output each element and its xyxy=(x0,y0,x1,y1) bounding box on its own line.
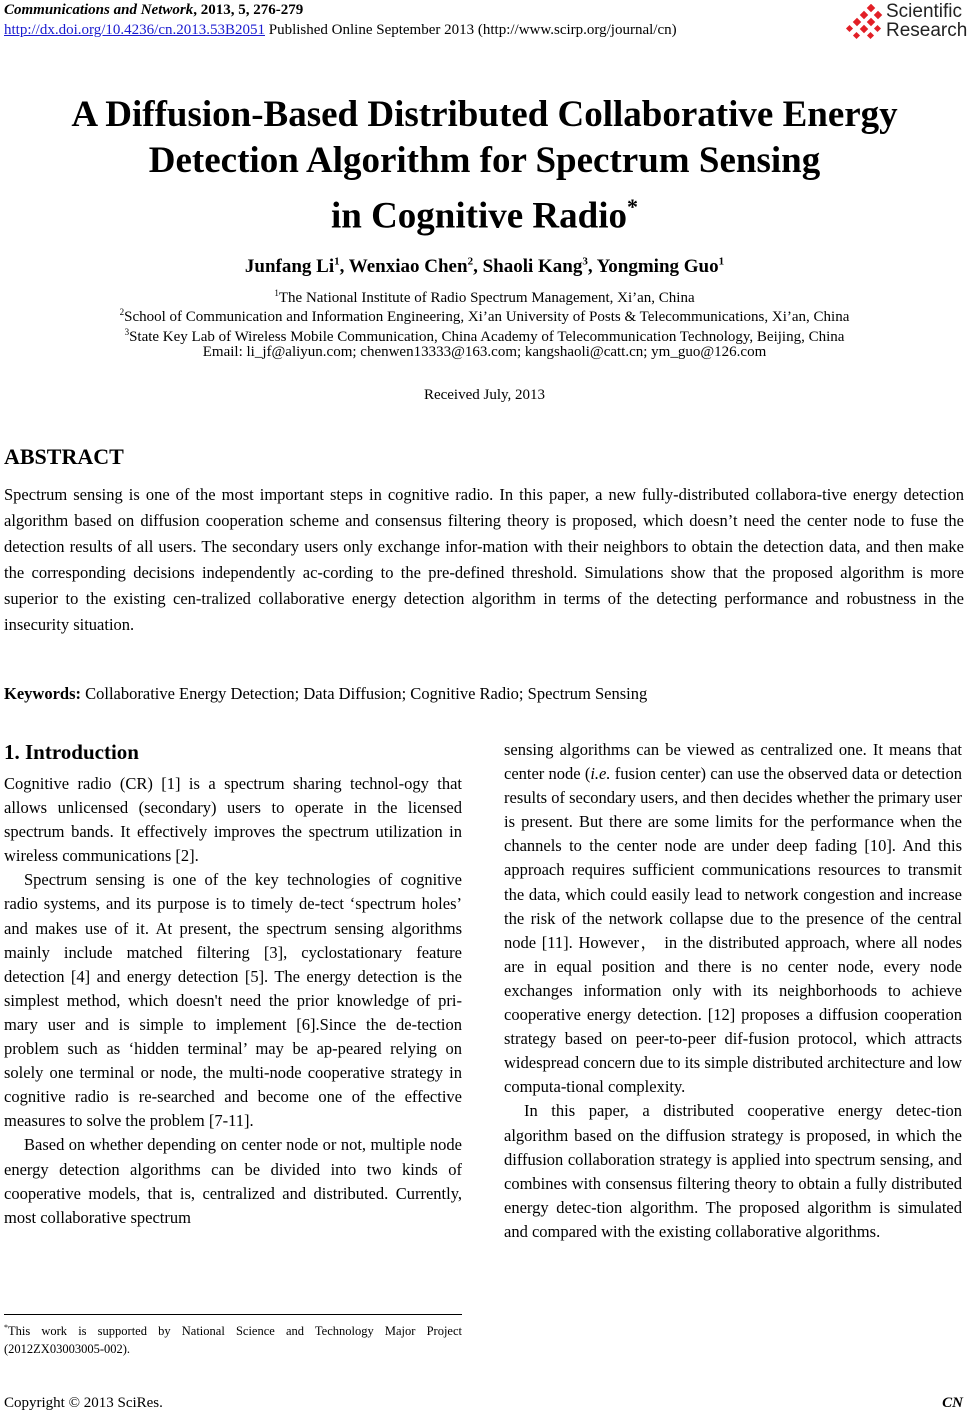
affiliation-2: $^2$School of Communication and Information Engineering, Xi’an University of Posts & Telecommunications, Xi’an, China xyxy=(119,307,850,325)
journal-name: Communications and Network xyxy=(4,2,194,18)
diamond-cluster-logo-icon xyxy=(844,4,884,42)
doi-link[interactable]: http://dx.doi.org/10.4236/cn.2013.53B2051 xyxy=(4,22,265,38)
author-emails: Email: li_jf@aliyun.com; chenwen13333@163.com; kangshaoli@catt.cn; ym_guo@126.com xyxy=(202,344,767,360)
author: Wenxiao Chen$^2$, xyxy=(348,256,483,278)
author-list xyxy=(0,256,969,278)
journal-abbreviation: CN xyxy=(942,1395,963,1411)
footnote-divider xyxy=(4,1314,462,1315)
abstract-body: Spectrum sensing is one of the most important steps in cognitive radio. In this paper, a new fully-distributed collabora-tive energy detection algorithm based on diffusion cooperation scheme and consensus filtering theory is proposed, which doesn’t need the center node to fuse the detection results of all users. The secondary users only exchange infor-mation with their neighbors to obtain the detection data, and then make the corresponding decisions independently ac-cording to the pre-defined threshold. Simulations show that the proposed algorithm is more superior to the existing cen-tralized collaborative energy detection algorithm in terms of the detecting performance and robustness in the insecurity situation. xyxy=(4,485,964,634)
paragraph: Based on whether depending on center node or not, multiple node energy detection algorithms can be divided into two kinds of cooperative models, that is, centralized and distributed. Currently, most collaborative spectrum xyxy=(4,1135,462,1227)
left-column xyxy=(4,738,462,1230)
doi-line xyxy=(4,22,677,39)
page-header xyxy=(4,1,968,46)
keywords-list: Collaborative Energy Detection; Data Diffusion; Cognitive Radio; Spectrum Sensing xyxy=(81,684,648,703)
keywords xyxy=(4,684,647,704)
received-date: Received July, 2013 xyxy=(423,387,546,403)
copyright-notice: Copyright © 2013 SciRes. xyxy=(4,1395,163,1411)
keywords-label: Keywords: xyxy=(4,684,81,703)
title-footnote-marker: * xyxy=(627,194,639,219)
paragraph: Cognitive radio (CR) [1] is a spectrum sharing technol-ogy that allows unlicensed (secondary) users to operate in the licensed spectrum bands. It effectively improves the spectrum utilization in wireless communications [2]. xyxy=(4,774,462,866)
abstract-heading: ABSTRACT xyxy=(4,444,124,469)
journal-citation xyxy=(4,2,303,19)
affiliation-3: $^3$State Key Lab of Wireless Mobile Communication, China Academy of Telecommunication Technology, Beijing, China xyxy=(124,327,845,345)
journal-volume-pages: , 2013, 5, 276-279 xyxy=(193,2,304,18)
scientific-research-logo xyxy=(844,1,968,44)
paragraph: In this paper, a distributed cooperative energy detec-tion algorithm based on the diffusion strategy is proposed, in which the diffusion collaboration strategy is applied into spectrum sensing, and combines with consensus filtering theory to obtain a fully distributed energy detec-tion algorithm. The proposed algorithm is simulated and compared with the existing collaborative algorithms. xyxy=(504,1101,962,1241)
right-column xyxy=(504,738,962,1244)
published-online-text: Published Online September 2013 (http://www.scirp.org/journal/cn) xyxy=(264,22,677,38)
paragraph: Spectrum sensing is one of the key technologies of cognitive radio systems, and its purpose is to timely de-tect ‘spectrum holes’ and makes use of it. At present, the spectrum sensing algorithms mainly include matched filtering [3], cyclostationary feature detection [4] and energy detection [5]. The energy detection is the simplest method, which doesn't need the prior knowledge of pri-mary user and is simple to implement [6].Since the de-tection problem such as ‘hidden terminal’ may be ap-peared relying on solely one terminal or node, the multi-node cooperative strategy in cognitive radio is re-searched and become one of the effective measures to solve the problem [7-11]. xyxy=(4,870,462,1131)
author: Shaoli Kang$^3$, xyxy=(482,256,597,278)
paper-title: A Diffusion-Based Distributed Collaborative Energy Detection Algorithm for Spectrum Sensing in Cognitive Radio* xyxy=(71,94,898,237)
paragraph: sensing algorithms can be viewed as centralized one. It means that center node (i.e. fusion center) can use the observed data or detection results of secondary users, and then decides whether the primary user is present. But there are some limits for the performance when the channels to the center node are under deep fading [10]. And this approach requires sufficient communications resources to transmit the data, which could easily lead to network congestion and increase the risk of the network collapse due to the presence of the central node [11]. However， in the distributed approach, where all nodes are in equal position and there is no center node, every node exchanges information only with its neighborhoods to achieve cooperative energy detection. [12] proposes a diffusion cooperation strategy based on peer-to-peer dif-fusion protocol, which attracts widespread concern due to its simple distributed architecture and low computa-tional complexity. xyxy=(504,740,962,1097)
logo-wordmark: Scientific Research xyxy=(886,1,968,41)
section-heading-introduction: 1. Introduction xyxy=(4,740,139,764)
author: Junfang Li$^1$, xyxy=(244,256,349,278)
affiliation-1: $^1$The National Institute of Radio Spectrum Management, Xi’an, China xyxy=(274,288,695,306)
author: Yongming Guo$^1$ xyxy=(596,256,725,278)
funding-footnote: *This work is supported by National Science and Technology Major Project (2012ZX03003005-002). xyxy=(4,1323,462,1357)
